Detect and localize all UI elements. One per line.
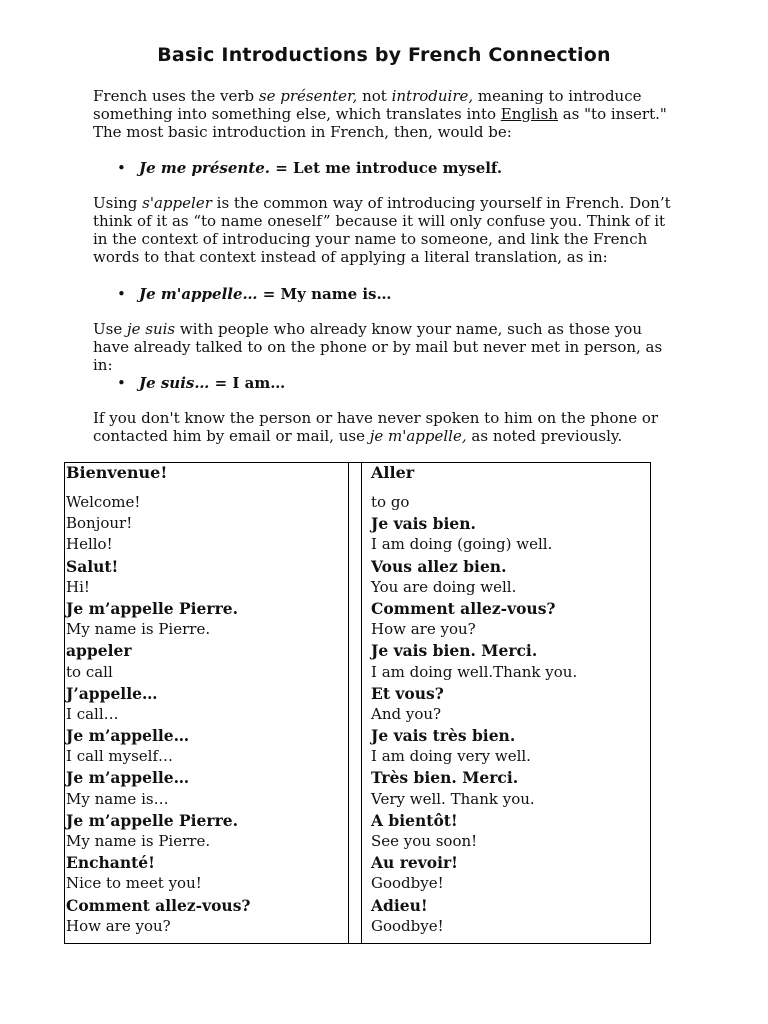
table-row: Bonjour! [66, 514, 133, 533]
bullet-french: Je suis… [139, 374, 210, 392]
bullet-english: = Let me introduce myself. [270, 159, 503, 177]
bullet-english: = I am… [209, 374, 286, 392]
para-term: s'appeler [142, 194, 212, 212]
page-title: Basic Introductions by French Connection [157, 44, 611, 66]
table-row: Je vais très bien. [371, 726, 516, 746]
table-row: Goodbye! [371, 874, 444, 893]
table-row: Salut! [66, 556, 119, 576]
bullet-french: Je m'appelle… [139, 285, 258, 303]
table-row: Goodbye! [371, 916, 444, 935]
english-link[interactable]: English [500, 105, 558, 123]
sappeler-paragraph [93, 194, 673, 266]
para-term: je m'appelle, [369, 427, 467, 445]
column-divider [348, 463, 349, 943]
table-row: to call [66, 662, 113, 681]
table-row: I am doing very well. [371, 747, 531, 766]
table-row: See you soon! [371, 832, 478, 850]
left-column [66, 462, 251, 937]
para-text: is the common way of introducing yourself in French. Don’t think of it as “to name oneself” because it will only confuse you. Think of it in the context of introducing your name to someone, and link the French words to that context instead of applying a literal translation, as in: [93, 194, 671, 266]
table-row: I call… [66, 704, 119, 723]
table-row: My name is Pierre. [66, 620, 211, 639]
bullet-dot-icon: • [117, 285, 126, 303]
table-row: J’appelle… [66, 683, 158, 703]
table-row: Nice to meet you! [66, 874, 202, 893]
bullet-dot-icon: • [117, 374, 126, 392]
table-row: Comment allez-vous? [66, 895, 251, 915]
bullet-english: = My name is… [257, 285, 392, 303]
table-row: Comment allez-vous? [371, 598, 556, 618]
intro-paragraph [93, 87, 673, 141]
table-row: Je m’appelle… [66, 726, 190, 746]
table-row: to go [371, 493, 410, 511]
table-row: Enchanté! [66, 853, 155, 873]
table-row: How are you? [371, 620, 476, 639]
intro-text: French uses the verb [93, 87, 259, 105]
bullet-french: Je me présente. [139, 159, 271, 177]
table-row: Hi! [66, 577, 90, 596]
intro-text: not [357, 87, 392, 105]
table-row: I am doing well.Thank you. [371, 662, 578, 681]
para-term: je suis [126, 320, 176, 338]
table-row: appeler [66, 641, 132, 661]
table-row: Very well. Thank you. [371, 789, 535, 808]
table-row: Au revoir! [371, 853, 458, 873]
intro-text: as "to insert." The most basic introduction in French, then, would be: [93, 105, 667, 141]
table-row: Je vais bien. [371, 514, 476, 534]
table-row: You are doing well. [371, 577, 517, 596]
para-text: with people who already know your name, such as those you have already talked to on the phone or by mail but never met in person, as in: [93, 320, 663, 374]
intro-verb-introduire: introduire, [391, 87, 474, 105]
table-row: Je m’appelle Pierre. [66, 810, 238, 830]
table-row: And you? [371, 704, 442, 723]
intro-text: meaning to introduce something into something else, which translates into [93, 87, 642, 123]
table-row: My name is Pierre. [66, 832, 211, 850]
jesuis-paragraph [93, 320, 673, 374]
vocabulary-table [64, 462, 651, 944]
para-text: as noted previously. [466, 427, 623, 445]
table-row: My name is… [66, 789, 169, 808]
table-row: A bientôt! [371, 810, 458, 830]
left-column-header: Bienvenue! [66, 463, 168, 482]
bullet-dot-icon: • [117, 159, 126, 177]
para-text: If you don't know the person or have never spoken to him on the phone or contacted him by email or mail, use [93, 409, 659, 445]
table-row: Vous allez bien. [371, 556, 507, 576]
para-text: Use [93, 320, 127, 338]
table-row: Je vais bien. Merci. [371, 641, 538, 661]
table-row: I am doing (going) well. [371, 535, 553, 554]
table-row: Je m’appelle… [66, 768, 190, 788]
table-row: Très bien. Merci. [371, 768, 519, 788]
para-text: Using [93, 194, 143, 212]
table-row: Et vous? [371, 683, 444, 703]
intro-verb-se-presenter: se présenter, [258, 87, 358, 105]
table-row: I call myself… [66, 747, 174, 766]
table-row: How are you? [66, 916, 171, 935]
table-row: Je m’appelle Pierre. [66, 598, 238, 618]
right-column [371, 462, 577, 937]
column-divider [361, 463, 362, 943]
table-row: Welcome! [66, 493, 141, 511]
right-column-header: Aller [371, 463, 415, 482]
table-row: Hello! [66, 535, 113, 554]
table-row: Adieu! [371, 895, 428, 915]
unknown-person-paragraph [93, 409, 673, 445]
